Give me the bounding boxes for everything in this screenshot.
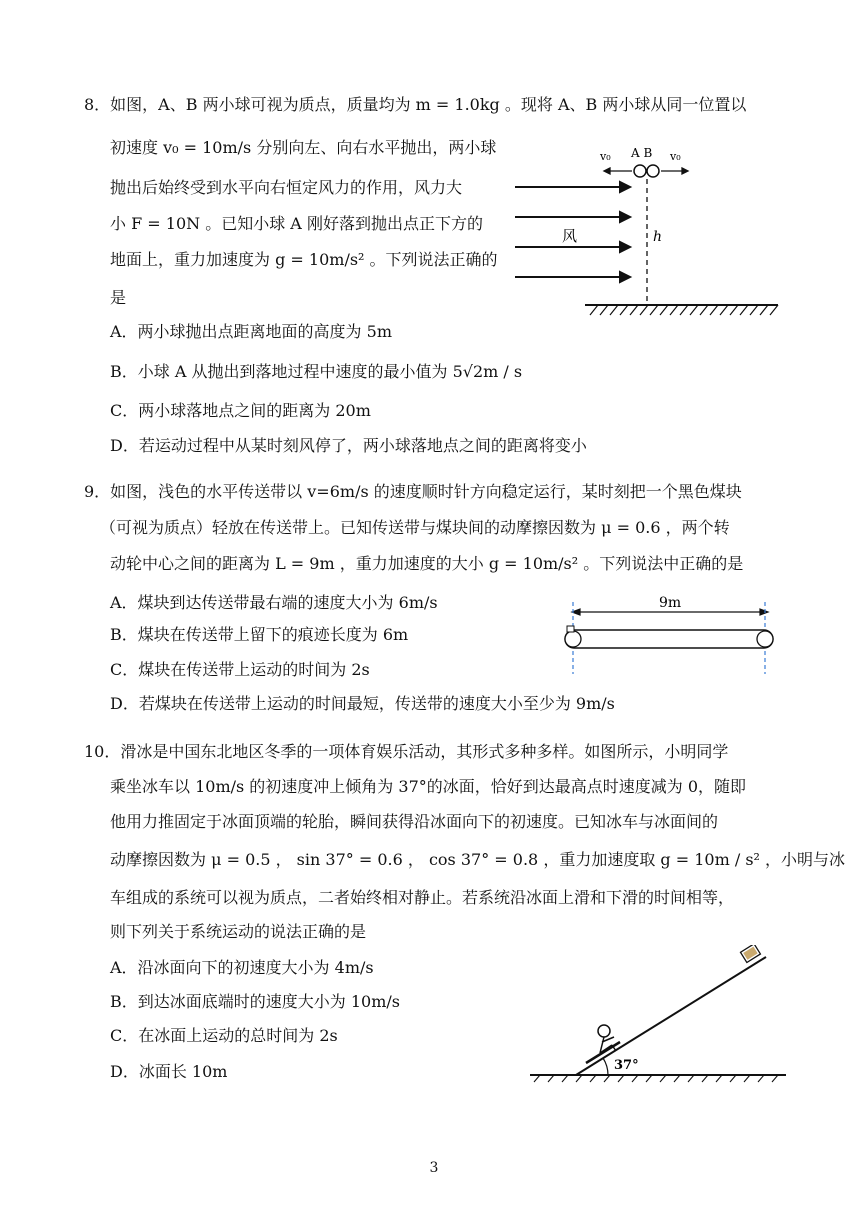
q8-ball-b [647, 165, 659, 177]
q10-line-5: 车组成的系统可以视为质点，二者始终相对静止。若系统沿冰面上滑和下滑的时间相等， [110, 888, 735, 907]
q8-option-a: A．两小球抛出点距离地面的高度为 5m [110, 322, 392, 341]
q8-h-label: h [653, 229, 663, 245]
q8-v0-right-label: v₀ [670, 150, 681, 163]
q10-line-4: 动摩擦因数为 μ = 0.5 ， sin 37° = 0.6 ， cos 37° = 0.8 ，重力加速度取 g = 10m / s² ，小明与冰 [110, 850, 846, 869]
q10-tire [740, 945, 760, 962]
q8-option-c: C．两小球落地点之间的距离为 20m [110, 401, 371, 420]
q8-ab-label: A B [631, 146, 653, 160]
q9-option-a: A．煤块到达传送带最右端的速度大小为 6m/s [110, 593, 438, 612]
q10-line-3: 他用力推固定于冰面顶端的轮胎，瞬间获得沿冰面向下的初速度。已知冰车与冰面间的 [110, 812, 719, 831]
q8-figure [510, 135, 790, 325]
q10-line-1: 10．滑冰是中国东北地区冬季的一项体育娱乐活动，其形式多种多样。如图所示，小明同学 [84, 742, 729, 761]
q8-line-2: 初速度 v₀ = 10m/s 分别向左、向右水平抛出，两小球 [110, 138, 497, 157]
q10-option-d: D．冰面长 10m [110, 1062, 228, 1081]
q9-left-wheel [565, 631, 581, 647]
q10-option-c: C．在冰面上运动的总时间为 2s [110, 1026, 338, 1045]
q9-conveyor-belt [565, 630, 773, 648]
q10-angle-label: 37° [614, 1058, 639, 1073]
q9-option-c: C．煤块在传送带上运动的时间为 2s [110, 660, 370, 679]
q10-option-a: A．沿冰面向下的初速度大小为 4m/s [110, 958, 374, 977]
q10-line-2: 乘坐冰车以 10m/s 的初速度冲上倾角为 37°的冰面，恰好到达最高点时速度减为 0，随即 [110, 777, 747, 796]
q9-figure [555, 590, 785, 680]
q10-figure [528, 945, 790, 1090]
q10-incline [576, 957, 766, 1075]
q8-line-5: 地面上，重力加速度为 g = 10m/s² 。下列说法正确的 [110, 250, 498, 269]
q9-coal-block [567, 626, 574, 632]
q8-ball-a [634, 165, 646, 177]
q8-wind-label: 风 [562, 227, 578, 245]
q8-option-d: D．若运动过程中从某时刻风停了，两小球落地点之间的距离将变小 [110, 436, 587, 455]
q8-v0-left-label: v₀ [600, 150, 611, 163]
q9-right-wheel [757, 631, 773, 647]
q9-line-3: 动轮中心之间的距离为 L = 9m ，重力加速度的大小 g = 10m/s² 。下列说法中正确的是 [110, 554, 744, 573]
q10-line-6: 则下列关于系统运动的说法正确的是 [110, 922, 367, 941]
q8-line-3: 抛出后始终受到水平向右恒定风力的作用，风力大 [110, 178, 463, 197]
q8-option-b: B．小球 A 从抛出到落地过程中速度的最小值为 5√2m / s [110, 362, 523, 381]
q9-line-1: 9．如图，浅色的水平传送带以 v=6m/s 的速度顺时针方向稳定运行，某时刻把一个黑色煤块 [84, 482, 742, 501]
q9-length-label: 9m [659, 595, 682, 611]
page-number: 3 [429, 1160, 439, 1176]
q8-line-1: 8．如图，A、B 两小球可视为质点，质量均为 m = 1.0kg 。现将 A、B 两小球从同一位置以 [84, 95, 747, 114]
q9-line-2: （可视为质点）轻放在传送带上。已知传送带与煤块间的动摩擦因数为 μ = 0.6 ，两个转 [100, 518, 730, 537]
q8-line-6: 是 [110, 288, 127, 307]
q10-option-b: B．到达冰面底端时的速度大小为 10m/s [110, 992, 400, 1011]
q9-option-d: D．若煤块在传送带上运动的时间最短，传送带的速度大小至少为 9m/s [110, 694, 615, 713]
q9-option-b: B．煤块在传送带上留下的痕迹长度为 6m [110, 625, 409, 644]
q8-line-4: 小 F = 10N 。已知小球 A 刚好落到抛出点正下方的 [110, 214, 483, 233]
